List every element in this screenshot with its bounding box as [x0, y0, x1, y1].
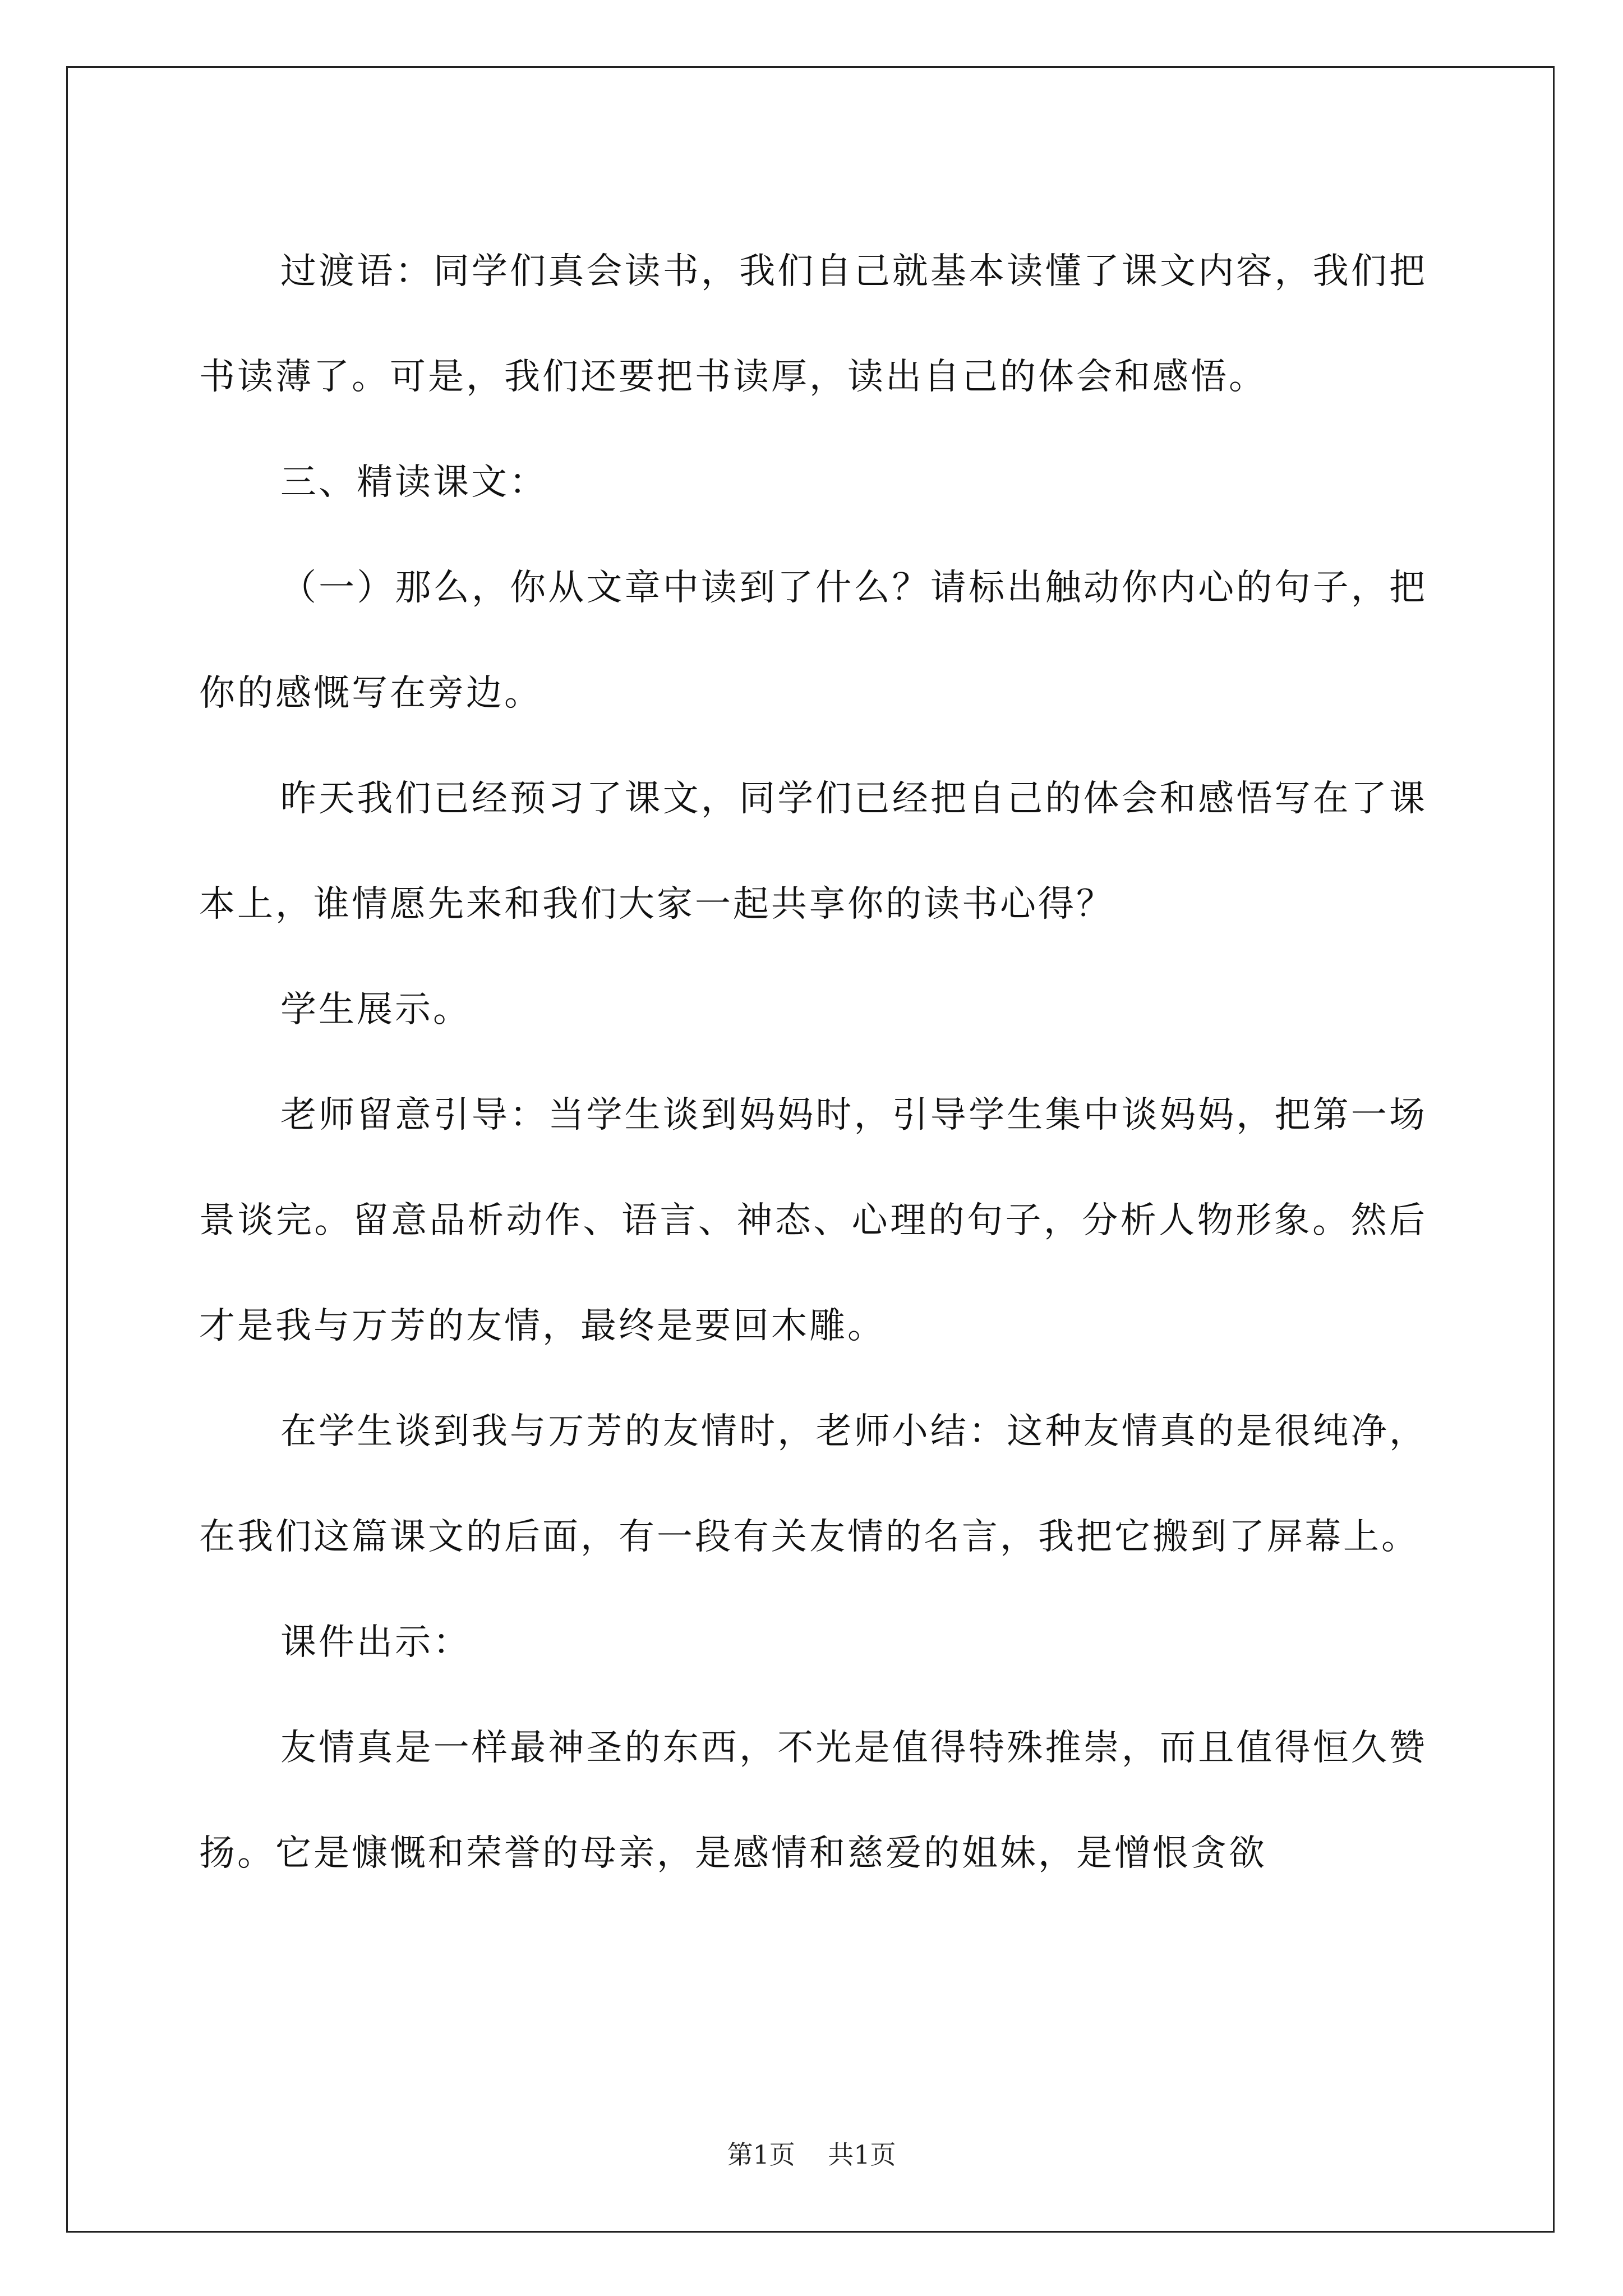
paragraph-student-show: 学生展示。 [280, 989, 471, 1030]
document-body [199, 219, 1427, 1906]
paragraph-question: （一）那么，你从文章中读到了什么？请标出触动你内心的句子，把你的感慨写在旁边。 [199, 567, 1427, 714]
paragraph-courseware: 课件出示： [280, 1622, 471, 1663]
page-footer: 第1页 共1页 [727, 2139, 896, 2170]
paragraph-teacher-summary: 在学生谈到我与万芳的友情时，老师小结：这种友情真的是很纯净，在我们这篇课文的后面，有一段有关友情的名言，我把它搬到了屏幕上。 [199, 1411, 1427, 1558]
paragraph-section-heading: 三、精读课文： [280, 462, 547, 503]
paragraph-quote: 友情真是一样最神圣的东西，不光是值得特殊推崇，而且值得恒久赞扬。它是慷慨和荣誉的母亲，是感情和慈爱的姐妹，是憎恨贪欲 [199, 1727, 1427, 1874]
paragraph-transition: 过渡语：同学们真会读书，我们自己就基本读懂了课文内容，我们把书读薄了。可是，我们还要把书读厚，读出自己的体会和感悟。 [199, 251, 1427, 398]
paragraph-preview: 昨天我们已经预习了课文，同学们已经把自己的体会和感悟写在了课本上，谁情愿先来和我们大家一起共享你的读书心得？ [199, 778, 1427, 925]
paragraph-teacher-guide: 老师留意引导：当学生谈到妈妈时，引导学生集中谈妈妈，把第一场景谈完。留意品析动作、语言、神态、心理的句子，分析人物形象。然后才是我与万芳的友情，最终是要回木雕。 [199, 1094, 1427, 1347]
